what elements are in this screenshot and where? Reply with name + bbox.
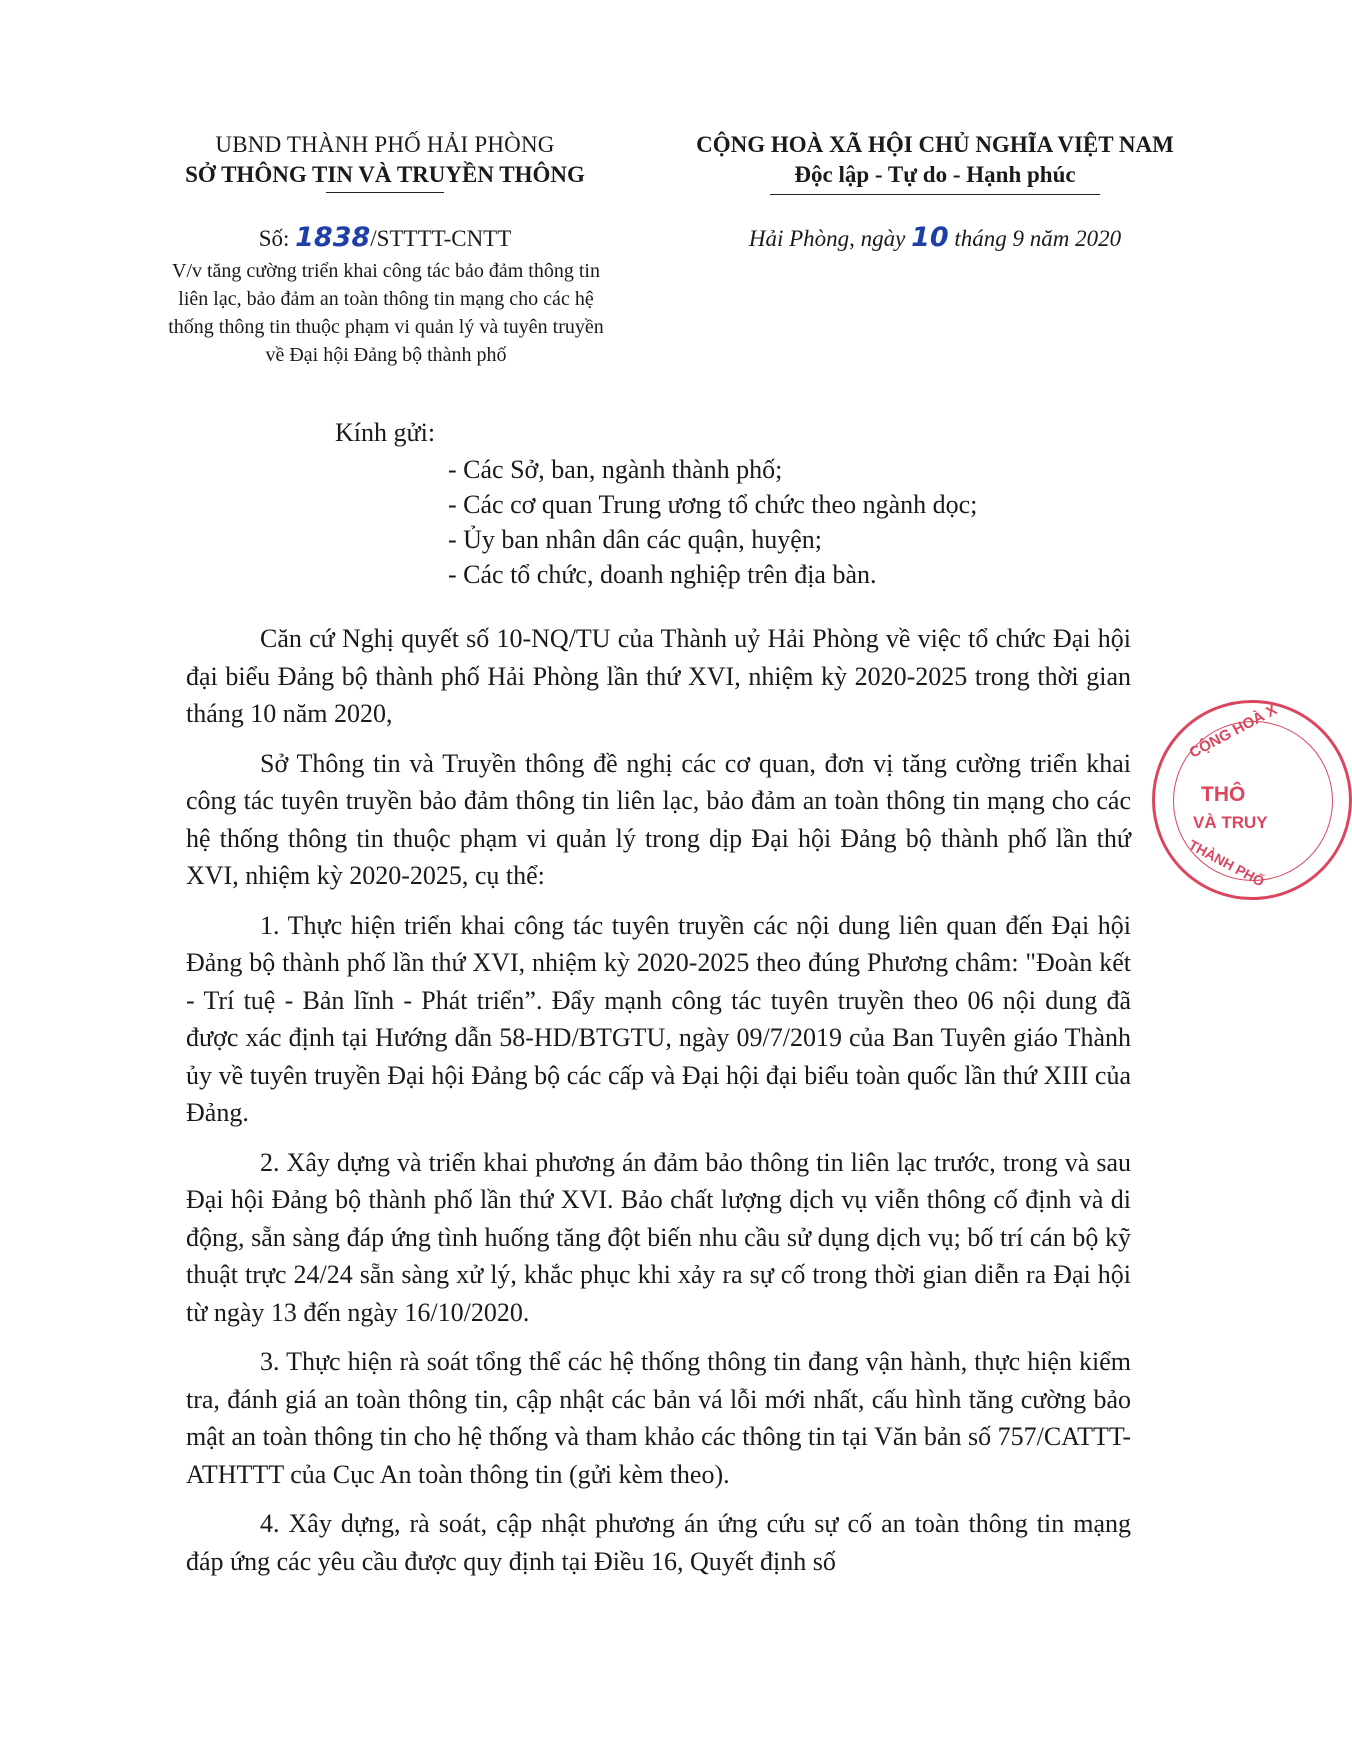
body-paragraph: Căn cứ Nghị quyết số 10-NQ/TU của Thành uỷ Hải Phòng về việc tổ chức Đại hội đại biểu Đảng bộ thành phố Hải Phòng lần thứ XVI, nhiệm kỳ 2020-2025 trong thời gian tháng 10 năm 2020,: [186, 624, 1131, 728]
date-prefix: Hải Phòng, ngày: [748, 226, 912, 251]
recipient-item: - Các tổ chức, doanh nghiệp trên địa bàn.: [448, 560, 877, 589]
date-suffix: tháng 9 năm 2020: [948, 226, 1122, 251]
body-paragraph: 2. Xây dựng và triển khai phương án đảm bảo thông tin liên lạc trước, trong và sau Đại hội Đảng bộ thành phố lần thứ XVI. Bảo chất lượng dịch vụ viễn thông cố định và di động, sẵn sàng đáp ứng tình huống tăng đột biến nhu cầu sử dụng dịch vụ; bố trí cán bộ kỹ thuật trực 24/24 sẵn sàng xử lý, khắc phục khi xảy ra sự cố trong thời gian diễn ra Đại hội từ ngày 13 đến ngày 16/10/2020.: [186, 1147, 1131, 1327]
seal-text-middle: VÀ TRUY: [1193, 813, 1268, 832]
recipient-item: - Các Sở, ban, ngành thành phố;: [448, 455, 783, 484]
country-name: CỘNG HOÀ XÃ HỘI CHỦ NGHĨA VIỆT NAM: [696, 132, 1174, 157]
body-paragraph: Sở Thông tin và Truyền thông đề nghị các cơ quan, đơn vị tăng cường triển khai công tác tuyên truyền bảo đảm thông tin liên lạc, bảo đảm an toàn thông tin mạng cho các hệ thống thông tin thuộc phạm vi quản lý trong dịp Đại hội Đảng bộ thành phố lần thứ XVI, nhiệm kỳ 2020-2025, cụ thể:: [186, 748, 1131, 890]
document-subject: [126, 257, 646, 369]
subject-line: về Đại hội Đảng bộ thành phố: [265, 344, 507, 366]
national-motto-block: [655, 130, 1215, 195]
national-motto: Độc lập - Tự do - Hạnh phúc: [794, 162, 1076, 187]
body-paragraph: 3. Thực hiện rà soát tổng thể các hệ thống thông tin đang vận hành, thực hiện kiểm tra, đánh giá an toàn thông tin, cập nhật các bản vá lỗi mới nhất, cấu hình tăng cường bảo mật an toàn thông tin cho hệ thống và tham khảo các thông tin tại Văn bản số 757/CATTT-ATHTTT của Cục An toàn thông tin (gửi kèm theo).: [186, 1347, 1131, 1489]
issuer-underline: [326, 192, 444, 193]
recipient-item: - Các cơ quan Trung ương tổ chức theo ngành dọc;: [448, 490, 978, 519]
document-number: [120, 222, 650, 253]
body-paragraph: 4. Xây dựng, rà soát, cập nhật phương án ứng cứu sự cố an toàn thông tin mạng đáp ứng các yêu cầu được quy định tại Điều 16, Quyết định số: [186, 1509, 1131, 1576]
body-paragraph: 1. Thực hiện triển khai công tác tuyên truyền các nội dung liên quan đến Đại hội Đảng bộ thành phố lần thứ XVI, nhiệm kỳ 2020-2025 theo đúng Phương châm: "Đoàn kết - Trí tuệ - Bản lĩnh - Phát triển”. Đẩy mạnh công tác tuyên truyền theo 06 nội dung đã được xác định tại Hướng dẫn 58-HD/BTGTU, ngày 09/7/2019 của Ban Tuyên giáo Thành ủy về tuyên truyền Đại hội Đảng bộ các cấp và Đại hội đại biểu toàn quốc lần thứ XIII của Đảng.: [186, 910, 1131, 1127]
greeting: Kính gửi:: [335, 418, 436, 447]
recipient-item: - Ủy ban nhân dân các quận, huyện;: [448, 525, 822, 554]
seal-text-bottom: THÀNH PHỐ: [1186, 836, 1268, 890]
motto-underline: [770, 194, 1100, 195]
issuer-block: [120, 130, 650, 193]
doc-number-prefix: Số:: [258, 226, 296, 251]
recipient-list: [448, 452, 977, 592]
issuing-department: SỞ THÔNG TIN VÀ TRUYỀN THÔNG: [185, 162, 585, 187]
place-and-date: [655, 222, 1215, 253]
subject-line: thống thông tin thuộc phạm vi quản lý và tuyên truyền: [168, 316, 604, 338]
official-seal: [1152, 700, 1352, 900]
seal-text-middle: THÔ: [1201, 783, 1246, 806]
subject-line: liên lạc, bảo đảm an toàn thông tin mạng cho các hệ: [178, 288, 594, 310]
handwritten-day: 10: [911, 222, 949, 253]
document-body: [186, 620, 1131, 1592]
doc-number-suffix: /STTTT-CNTT: [370, 226, 512, 251]
parent-agency: UBND THÀNH PHỐ HẢI PHÒNG: [215, 132, 555, 157]
handwritten-number: 1838: [295, 222, 371, 253]
subject-line: V/v tăng cường triển khai công tác bảo đảm thông tin: [172, 260, 600, 282]
seal-text-top: CỘNG HOÀ X: [1186, 701, 1281, 762]
